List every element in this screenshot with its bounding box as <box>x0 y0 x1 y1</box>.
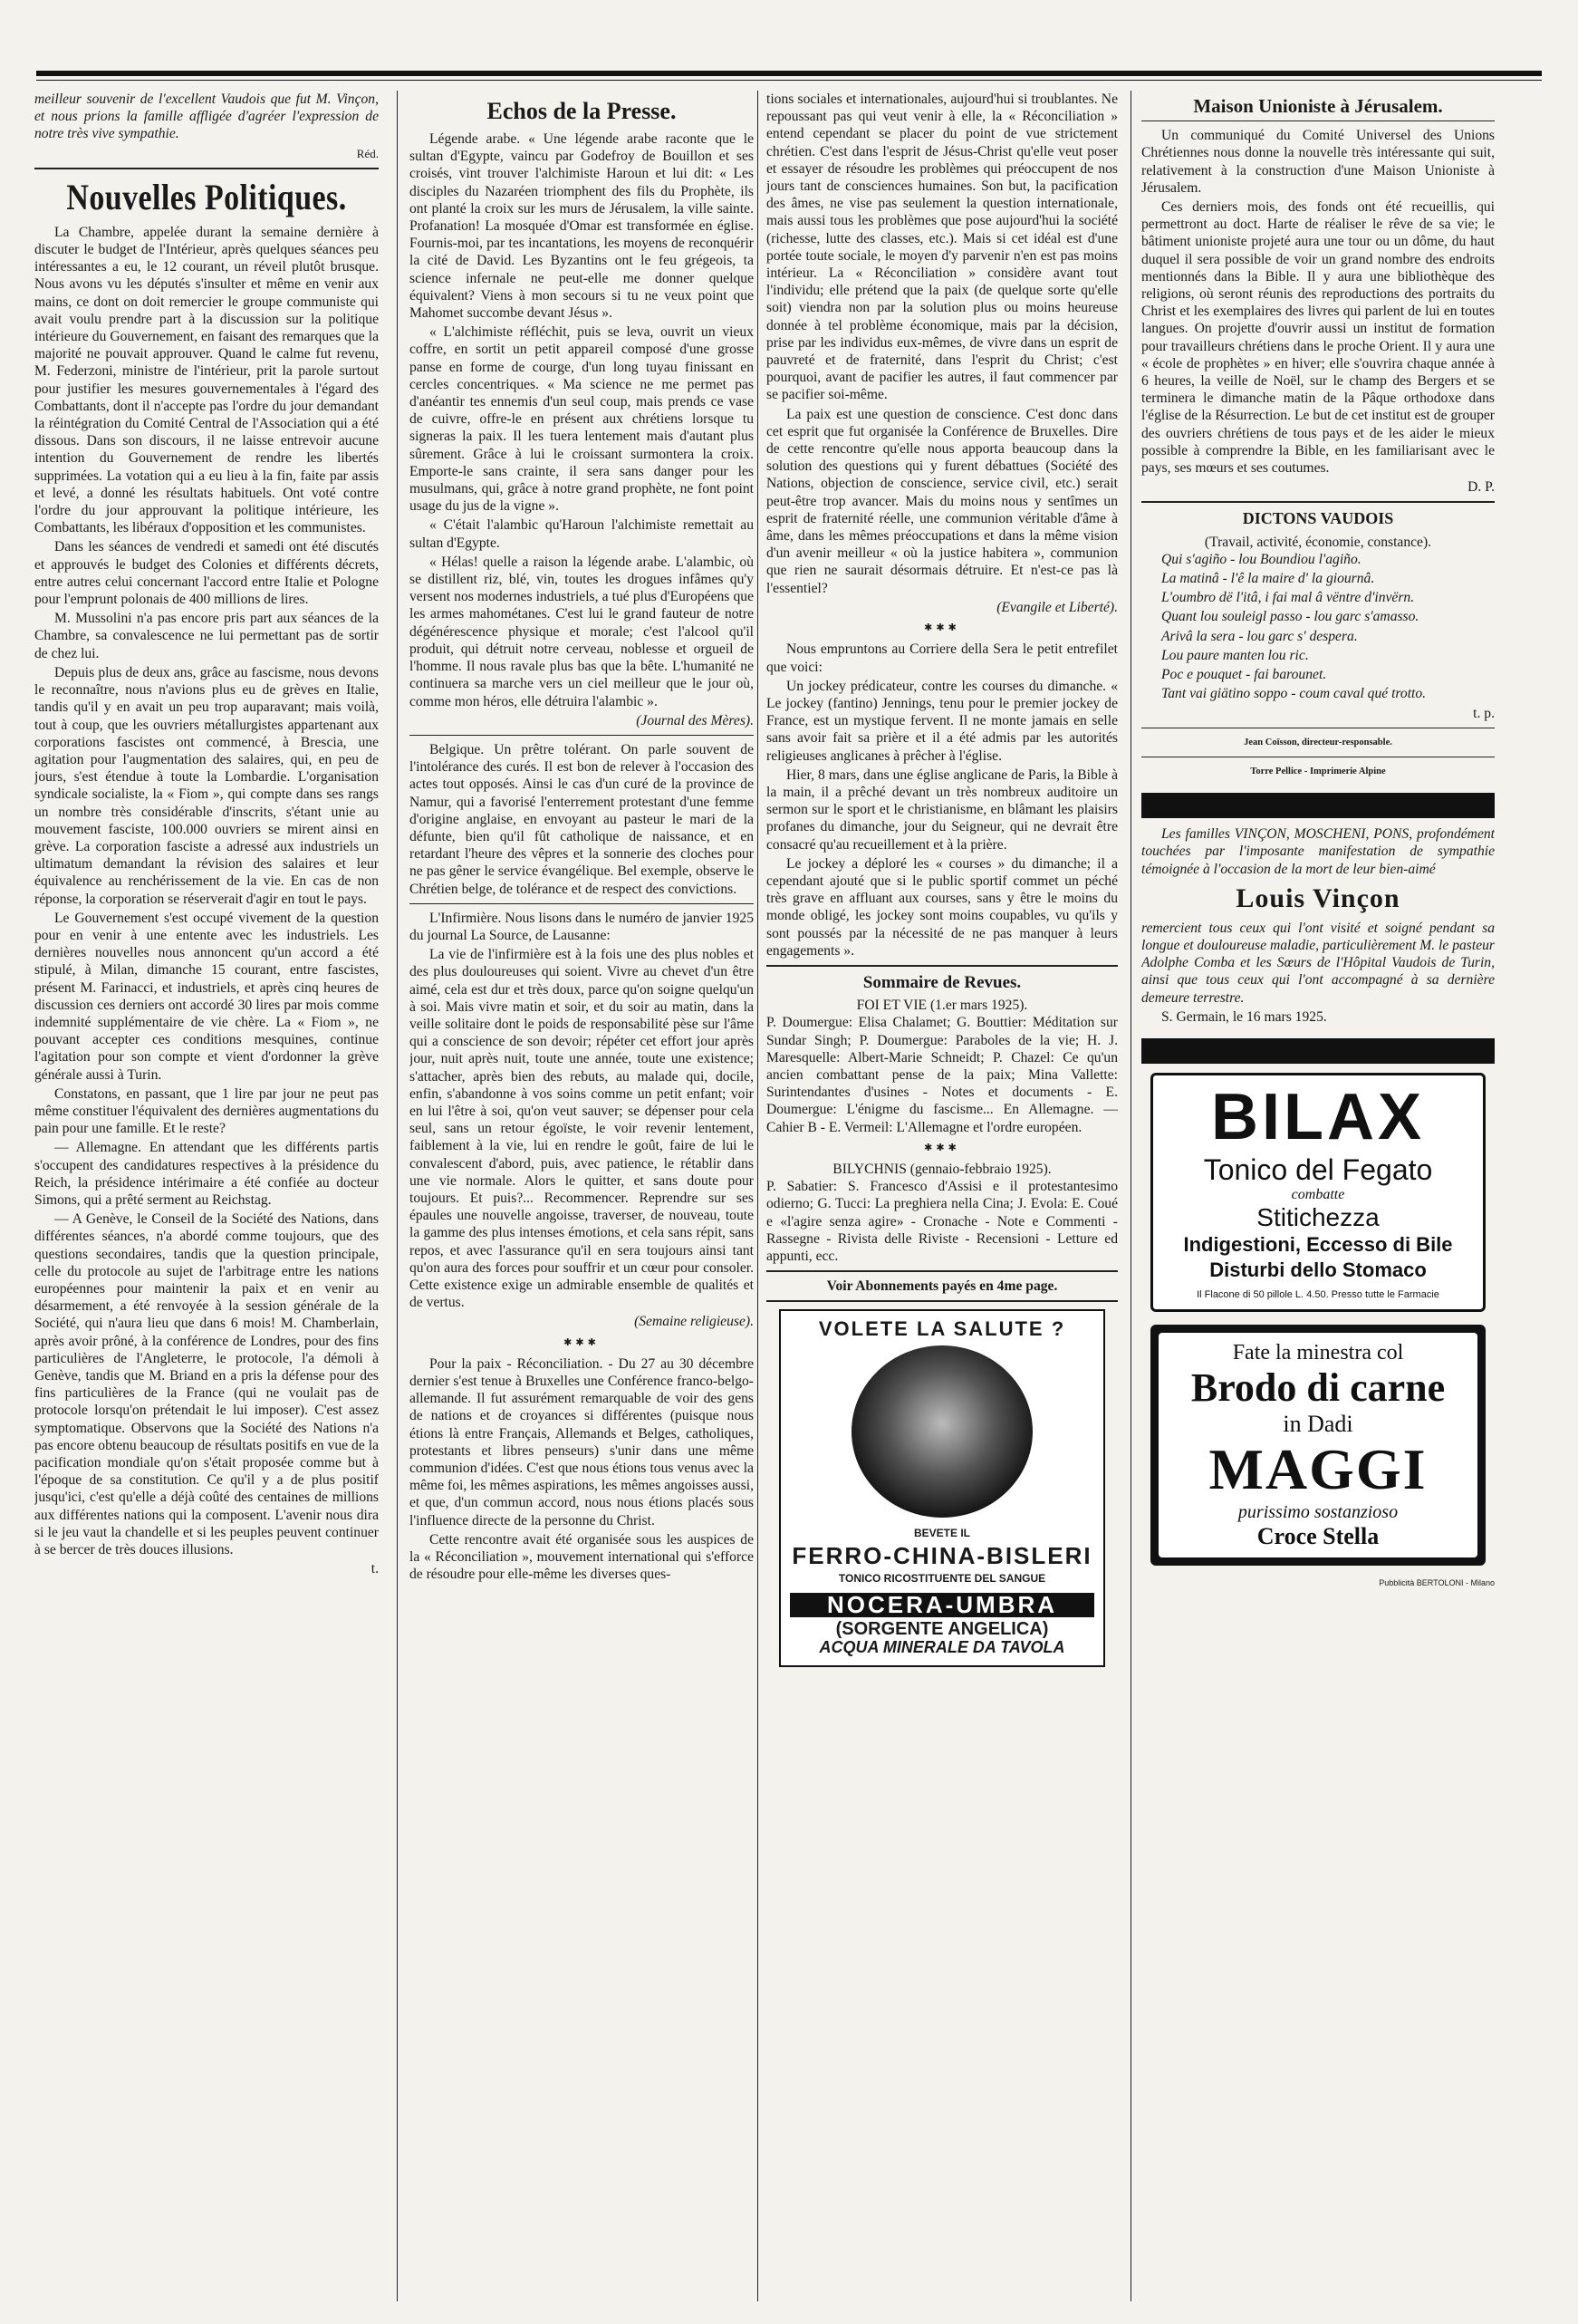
proverb: Qui s'agiño - lou Boundiou l'agiño. <box>1161 551 1362 567</box>
ad-text: NOCERA-UMBRA <box>790 1593 1094 1617</box>
review-contents: P. Sabatier: S. Francesco d'Assisi e il protestantesimo odierno; G. Tucci: La preghiera nella Cina; J. Evola: E. Coué e «l'agire senza agire» - Cronache - Note e Commenti - Rassegne - Rivista delle Riviste - Recensioni - Letture ed appunti, ecc. <box>766 1179 1118 1264</box>
divider <box>766 1300 1118 1302</box>
ad-text: combatte <box>1291 1186 1345 1202</box>
mourning-band <box>1141 793 1495 818</box>
article-paragraph: tions sociales et internationales, aujourd'hui si troublantes. Ne repoussant pas qui veut venir à elle, la « Réconciliation » entend cependant se placer du point de vue strictement chrétien. C'est dans l'esprit de Jésus-Christ qu'elle veut poser et essayer de résoudre les problèmes qui préoccupent de nos jours tant de consciences humaines. Son but, la pacification des âmes, ne vise pas seulement la question internationale, mais aussi tous les problèmes que pose aujourd'hui la société (richesse, lutte des classes, etc.). Mais si cet idéal est d'une portée toute sociale, le moyen d'y parvenir n'en est pas moins intérieur. La « Réconciliation » considère avant tout l'individu; elle prétend que la paix (de quelque sorte qu'elle soit) viendra non par la solution plus ou moins heureuse donnée à tel problème économique, mais par la décision, prise par les individus eux-mêmes, de vivre dans un esprit de pauvreté et de fraternité, dans l'esprit du Christ; c'est pourquoi, avant de pacifier les autres, il faut commencer par se pacifier soi-même. <box>766 92 1118 403</box>
ad-headline: VOLETE LA SALUTE ? <box>818 1317 1066 1341</box>
article-paragraph: Ces derniers mois, des fonds ont été recueillis, qui permettront au doct. Harte de réaliser le rêve de sa vie; le bâtiment unioniste projeté aura une tour ou un dôme, du haut duquel il sera possible de voir un grand nombre des endroits mentionnés dans la Bible. Il y aura une bibliothèque des religions, où seront réunis des reproductions des portraits du Christ et les exemplaires des livres qui parlent de lui en toutes langues. On projette d'ouvrir aussi un institut de formation pour travailleurs chrétiens dans le proche Orient. Il y aura une « école de prophètes » en hiver; elle s'ouvrira chaque année à 6 heures, la veille de Noël, sur le champ des Bergers et se terminera le dimanche matin de la Pâque orthodoxe dans l'église de la Résurrection. Le but de cet institut est de grouper des ouvriers chrétiens de tous pays et de les aider le mieux possible à comprendre la Bible, en les familiarisant avec le pays, ses mœurs et ses coutumes. <box>1141 199 1495 477</box>
article-paragraph: Un jockey prédicateur, contre les courses du dimanche. « Le jockey (fantino) Jennings, tenu pour le premier jockey de France, est un mystique fervent. Il ne monte jamais en selle sans avoir fait sa prière et il a été admis par les autorités religieuses anglicanes à prêcher à l'église. <box>766 678 1118 764</box>
ad-text: in Dadi <box>1283 1411 1353 1438</box>
subscriptions-note: Voir Abonnements payés en 4me page. <box>826 1278 1058 1295</box>
divider <box>409 735 754 736</box>
proverb: La matinâ - l'ê la maire d' la giournâ. <box>1161 571 1375 587</box>
article-signature: D. P. <box>1467 479 1495 496</box>
ad-text: Tonico del Fegato <box>1203 1152 1433 1186</box>
publicity-credit: Pubblicità BERTOLONI - Milano <box>1379 1578 1495 1588</box>
proverb: Quant lou souleigl passo - lou garc s'amasso. <box>1161 609 1419 625</box>
review-contents: P. Doumergue: Elisa Chalamet; G. Bouttier: Méditation sur Sundar Singh; P. Doumergue: Paraboles de la vie; H. J. Maresquelle: Albert-Marie Schneidt; P. Chazel: Ce qu'un ancien combattant pense de la paix; Mina Vallette: Surintendantes d'usines - Notes et documents - E. Doumergue: L'énigme du fascisme... En Allemagne. — Cahier B - E. Vermeil: L'Allemagne et l'ordre européen. <box>766 1015 1118 1135</box>
section-stars: ✱✱✱ <box>563 1336 600 1348</box>
section-title-echos: Echos de la Presse. <box>486 98 677 124</box>
divider <box>766 1270 1118 1272</box>
section-title-politiques: Nouvelles Politiques. <box>66 176 347 217</box>
article-paragraph: « Hélas! quelle a raison la légende arabe. L'alambic, où se distillent riz, blé, vin, toutes les drogues infâmes qu'y versent nos modernes industriels, a tué plus d'Européens que les armes mahométanes. C'est lui le grand fauteur de notre dégénérescence physique et morale; c'est l'alcool qu'il produit, qui détruit notre cerveau, noblesse et orgueil de l'homme. Il nous ravale plus bas que la bête. L'humanité ne continuera sa marche vers un ciel meilleur que le jour où, comme mon héros, elle détruira l'alambic ». <box>409 554 754 709</box>
advertisement-bisleri <box>779 1309 1105 1666</box>
ad-text: purissimo sostanzioso <box>1237 1502 1399 1523</box>
divider <box>34 168 379 169</box>
ad-text: Stitichezza <box>1256 1203 1380 1232</box>
ad-text: Fate la minestra col <box>1232 1341 1404 1365</box>
ad-text: BEVETE IL <box>913 1526 970 1539</box>
article-source: (Semaine religieuse). <box>634 1314 754 1330</box>
divider <box>409 903 754 904</box>
advertisement-maggi <box>1150 1325 1486 1566</box>
dictons-subtitle: (Travail, activité, économie, constance). <box>1204 534 1432 550</box>
ad-product-name: MAGGI <box>1208 1437 1428 1502</box>
review-heading: BILYCHNIS (gennaio-febbraio 1925). <box>832 1161 1052 1177</box>
ad-text: Indigestioni, Eccesso di Bile <box>1183 1233 1453 1257</box>
article-source: (Journal des Mères). <box>636 712 754 728</box>
proverb: Tant vai giätino soppo - coum caval qué trotto. <box>1161 686 1427 702</box>
article-paragraph: Un communiqué du Comité Universel des Unions Chrétiennes nous donne la nouvelle très intéressante qui suit, relativement à la construction d'une Maison Unioniste à Jérusalem. <box>1141 128 1495 196</box>
column-4 <box>1141 91 1495 2301</box>
ad-product-name: BILAX <box>1211 1080 1425 1153</box>
mourning-notice: remercient tous ceux qui l'ont visité et soigné pendant sa longue et douloureuse maladie, particulièrement M. le pasteur Adolphe Comba et les Sœurs de l'Hôpital Vaudois de Turin, ainsi que tous ceux qui l'ont accompagné à sa dernière demeure terrestre. <box>1141 920 1495 1006</box>
article-paragraph: « C'était l'alambic qu'Haroun l'alchimiste remettait au sultan d'Egypte. <box>409 517 754 551</box>
top-rule <box>36 71 1542 76</box>
article-paragraph: Le jockey a déploré les « courses » du dimanche; il a cependant ajouté que si le public sportif commet un péché très grave en affluant aux courses, sans y être le moins du monde obligé, les jockey sont moins coupables, vu qu'ils y sont poussés par la nécessité de ne pas manquer à leurs engagements ». <box>766 855 1118 959</box>
column-2 <box>409 91 754 2301</box>
ad-text: Il Flacone di 50 pillole L. 4.50. Presso tutte le Farmacie <box>1197 1289 1439 1301</box>
proverb: L'oumbro dë l'itâ, i fai mal â vëntre d'invërn. <box>1161 590 1415 606</box>
proverb: Poc e pouquet - fai barounet. <box>1161 667 1327 683</box>
mourning-date: S. Germain, le 16 mars 1925. <box>1161 1008 1327 1025</box>
ad-product-name: FERRO-CHINA-BISLERI <box>792 1541 1092 1569</box>
article-paragraph: Hier, 8 mars, dans une église anglicane de Paris, la Bible à la main, il a prêché devant un très nombreux auditoire un sermon sur le sport et le christianisme, en blâmant les plaisirs profanes du dimanche, jour du Seigneur, qui ne devrait être consacré qu'au recueillement et à la prière. <box>766 767 1118 853</box>
proverb: Arivâ la sera - lou garc s' despera. <box>1161 628 1358 644</box>
article-paragraph: — A Genève, le Conseil de la Société des Nations, dans différentes séances, n'a abordé comme toujours, que des questions secondaires, tandis que la question principale, celle du protocole au sujet de l'arbitrage entre les nations européennes pour maintenir la paix et en venir au désarmement, a été renvoyée à la session générale de la Société, qui n'aura lieu que dans 6 mois! M. Chamberlain, après avoir prôné, à la conférence de Londres, pour des fins particulières de l'Angleterre, le protocole, l'a démoli à Genève, tandis que M. Briand en a pris la défense pour des fins particulières de la France (qui ne voulait pas de protocole lorsqu'on prétendait le lui imposer). C'est assez symptomatique. Observons que la Société des Nations n'a pas encore obtenu beaucoup de résultats positifs en vue de la pacification mondiale qu'on s'était proposée comme but à l'époque de sa constitution. Ce qu'il y a de plus positif jusqu'ici, c'est qu'elle a déjà coûté des centaines de millions aux différentes nations qui la composent. L'avenir nous dira si le jeu vaut la chandelle et si les peuples peuvent continuer à se bercer de très douces illusions. <box>34 1211 379 1558</box>
ad-text: Brodo di carne <box>1190 1365 1446 1411</box>
proverb: Lou paure manten lou ric. <box>1161 647 1309 663</box>
divider <box>1141 501 1495 503</box>
column-1 <box>34 91 379 2301</box>
mourning-notice: Les familles VINÇON, MOSCHENI, PONS, profondément touchées par l'imposante manifestation de sympathie témoignée à l'occasion de la mort de leur bien-aimé <box>1141 826 1495 877</box>
ad-text: ACQUA MINERALE DA TAVOLA <box>819 1637 1065 1656</box>
article-paragraph: M. Mussolini n'a pas encore pris part aux séances de la Chambre, sa convalescence ne lui permettant pas de sortir de chez lui. <box>34 611 379 661</box>
imprint-director: Jean Coïsson, directeur-responsable. <box>1244 737 1392 747</box>
divider <box>766 965 1118 967</box>
article-paragraph: La paix est une question de conscience. C'est donc dans cet esprit que fut organisée la Conférence de Bruxelles. Dire de cette rencontre qu'elle nous apporta beaucoup dans la solution des questions qui y furent débattues (Société des Nations, objection de conscience, service civil, etc.) serait peut-être trop avancer. Mais du moins nous y sentîmes un esprit de fraternité réelle, une communion véritable d'âme à âme, dans les mêmes préoccupations et dans la même vision d'un avenir meilleur « où la justice habitera », communion que rien ne saurait désormais détruire. Et n'est-ce pas là l'essentiel? <box>766 406 1118 596</box>
ad-text: TONICO RICOSTITUENTE DEL SANGUE <box>838 1572 1046 1586</box>
article-paragraph: Depuis plus de deux ans, grâce au fascisme, nous devons le reconnaître, nous n'avions plus eu de grèves en Italie, tandis qu'il y en avait un peu trop auparavant; mais voilà, tout à coup, que les ouvriers métallurgistes appartenant aux corporations fascistes ont commencé, à Brescia, une agitation pour l'augmentation des salaires, qui, en peu de jours, s'est étendue à toute la Lombardie. L'organisation syndicale socialiste, la « Fiom », qui compte dans ses rangs un nombre très considérable d'inscrits, s'étant unie au mouvement fasciste, 100.000 ouvriers se mirent ainsi en grève. La corporation fasciste a adressé aux industriels un ultimatum demandant la révision des salaires et leur équivalence au renchérissement de la vie. En cas de non réponse, la corporation se réserverait d'agir en tout le pays. <box>34 664 379 907</box>
advertisement-bilax <box>1150 1073 1486 1312</box>
column-divider <box>757 91 758 2301</box>
section-title-sommaire: Sommaire de Revues. <box>862 972 1022 992</box>
intro-note: meilleur souvenir de l'excellent Vaudois que fut M. Vinçon, et nous prions la famille affligée d'agréer l'expression de notre très vive sympathie. <box>34 92 379 142</box>
article-paragraph: Légende arabe. « Une légende arabe raconte que le sultan d'Egypte, vaincu par Godefroy de Bouillon et ses croisés, vint trouver l'alchimiste Haroun et lui dit: « Les disciples du Nazaréen triomphent des fils du Prophète, ils ont planté la croix sur les murs de Jérusalem, la ville sainte. Profanation! La mosquée d'Omar est transformée en église. Fournis-moi, par tes incantations, les moyens de reconquérir la cité de David. Les Byzantins ont le feu grégeois, ta science infernale ne peut-elle me donner quelque équivalent? Viens à mon secours si tu ne veux point que Mahomet succombe devant Jésus ». <box>409 131 754 322</box>
article-paragraph: Pour la paix - Réconciliation. - Du 27 au 30 décembre dernier s'est tenue à Bruxelles une Conférence franco-belgo-allemande. Il fut assurément remarquable de voir des gens de nations et de croyances si différentes (puisque nous étions là entre Français, Allemands et Belges, catholiques, protestants et libres penseurs) s'unir dans une même communion d'idées. C'est que nous étions tous venus avec la même foi, les mêmes aspirations, les mêmes angoisses aussi, et que, d'un commun accord, nous nous étions placés sous l'influence directe de la personne du Christ. <box>409 1355 754 1528</box>
article-source: (Evangile et Liberté). <box>996 599 1118 615</box>
mourning-band <box>1141 1038 1495 1064</box>
article-paragraph: La vie de l'infirmière est à la fois une des plus nobles et des plus douloureuses qui soient. Vivre au chevet d'un être aimé, cela est dur et très doux, parce qu'on soigne quelqu'un à soi. Mais vivre matin et soir, et du soir au matin, dans la veille solitaire dont le poids de responsabilité pèse sur l'âme qui a conscience de son devoir; répéter cet effort jour après jour, nuit après nuit, toute une année, toute une existence; s'attacher, après bien des rebuts, au malade qui, docile, enfin, s'abandonne à vos soins comme un petit enfant; voir en lui l'être à soi, qu'on veut sauver; se dépenser pour cela seul, sans un retour égoïste, le voir revenir lentement, faiblement à la vie, lui en rendre le goût, faire de lui le convalescent d'abord, puis, avec patience, le rétablir dans une vie normale. Alors le quitter, et sans doute pour toujours. Et puis?... Recommencer. Reprendre sur ses épaules une nouvelle angoisse, traverser, de nouveau, toute la gamme des plus intenses émotions, et cela sans répit, sans repos, et avec l'assurance qu'il en sera toujours ainsi tant qu'on aura des forces pour souffrir et un cœur pour consoler. Cette existence exige un admirable ensemble de qualités et de vertus. <box>409 947 754 1311</box>
ad-text: Croce Stella <box>1256 1523 1380 1550</box>
article-paragraph: Cette rencontre avait été organisée sous les auspices de la « Réconciliation », mouvement international qui s'efforce de résoudre pour elle-même les diverses ques- <box>409 1531 754 1583</box>
article-paragraph: Le Gouvernement s'est occupé vivement de la question pour en venir à une entente avec les industriels. Les dernières nouvelles nous annoncent qu'un accord a été stipulé, à Milan, dimanche 15 courant, entre fascistes, présent M. Farinacci, et industriels, et après cinq heures de discussion ces derniers ont accordé 30 lires par mois comme indemnité supplémentaire de vie chère. La « Fiom », ne pouvant accepter ces conditions mesquines, continue l'agitation pour son compte et vient d'ordonner la grève générale aussi à Turin. <box>34 910 379 1083</box>
deceased-name: Louis Vinçon <box>1236 882 1400 913</box>
article-paragraph: Dans les séances de vendredi et samedi ont été discutés et approuvés le budget des Colonies et différents décrets, entre autres celui concernant l'accord entre Italie et Pologne pour l'emprunt polonais de 400 millions de lires. <box>34 539 379 608</box>
top-rule-thin <box>36 80 1542 81</box>
article-paragraph: Constatons, en passant, que 1 lire par jour ne peut pas même constituer l'équivalent des dernières augmentations du pain pour une famille. Et le reste? <box>34 1085 379 1137</box>
article-paragraph: Belgique. Un prêtre tolérant. On parle souvent de l'intolérance des curés. Il est bon de relever à l'occasion des actes tout opposés. Ainsi le cas d'un curé de la province de Namur, qui a favorisé l'enterrement protestant d'une femme d'origine anglaise, en envoyant au pasteur le mari de la défunte, bien qu'il fût catholique de naissance, et en retardant l'heure des vêpres et la sonnerie des cloches pour ne pas gêner le service évangélique. Bel exemple, observe le Chrétien belge, de tolérance et de respect des convictions. <box>409 741 754 897</box>
section-title-maison: Maison Unioniste à Jérusalem. <box>1193 95 1443 117</box>
section-stars: ✱✱✱ <box>924 1142 960 1153</box>
article-paragraph: La Chambre, appelée durant la semaine dernière à discuter le budget de l'Intérieur, après quelques séances peu intéressantes a eu, le 12 courant, un réveil plutôt brusque. Nous avons vu les députés s'insulter et même en venir aux mains, ce dont on doit remercier le groupe communiste qui avait voulu prendre part à la discussion sur la politique intérieure du Gouvernement, en faisant des remarques que la majorité ne pouvait approuver. Quand le calme fut revenu, M. Federzoni, ministre de l'intérieur, prit la parole surtout pour justifier les mesures gouvernementales à l'égard des Combattants, dont il n'accepte pas l'ordre du jour demandant la réintégration du Comité Central de l'Association qui a été dissous. Dans son discours, il ne laisse entrevoir aucune intention du Gouvernement de rendre les libertés supprimées. La votation qui a eu lieu à la fin, faite par assis et levé, a donné les résultats habituels. Ont voté contre l'ordre du jour approuvant la politique intérieure, les Combattants, les libéraux d'opposition et les communistes. <box>34 224 379 536</box>
article-paragraph: L'Infirmière. Nous lisons dans le numéro de janvier 1925 du journal La Source, de Lausanne: <box>409 910 754 943</box>
article-paragraph: « L'alchimiste réfléchit, puis se leva, ouvrit un vieux coffre, en sortit un petit appareil composé d'une grosse panse en forme de courge, d'un long tuyau finissant en cercles concentriques. « Ma science ne me permet pas d'anéantir tes ennemis d'un seul coup, mais prends ce vase de cuivre, offre-le en présent aux chrétiens lorsque tu signeras la paix. Il les tuera lentement mais d'autant plus sûrement. Grâce à lui le croissant surmontera la croix. Emporte-le sans crainte, il sera sans danger pour les musulmans, qui, grâce à notre grand prophète, ne font point usage du jus de la vigne ». <box>409 324 754 515</box>
intro-signature: Réd. <box>356 146 379 160</box>
lion-illustration-icon <box>852 1345 1033 1518</box>
section-stars: ✱✱✱ <box>924 622 960 634</box>
review-heading: FOI ET VIE (1.er mars 1925). <box>856 998 1028 1014</box>
column-divider <box>397 91 398 2301</box>
article-paragraph: Nous empruntons au Corriere della Sera le petit entrefilet que voici: <box>766 641 1118 675</box>
dictons-signature: t. p. <box>1473 705 1495 721</box>
ad-text: (SORGENTE ANGELICA) <box>835 1619 1049 1640</box>
section-title-dictons: DICTONS VAUDOIS <box>1242 509 1394 528</box>
article-paragraph: — Allemagne. En attendant que les différents partis s'occupent des candidatures respectives à la présidence du Reich, la présidence intérimaire a été confiée au docteur Simons, qui a prêté serment au Reichstag. <box>34 1140 379 1208</box>
column-3 <box>766 91 1118 2301</box>
ad-text: Disturbi dello Stomaco <box>1209 1258 1427 1282</box>
article-signature: t. <box>370 1561 379 1577</box>
imprint-printer: Torre Pellice - Imprimerie Alpine <box>1250 766 1386 776</box>
